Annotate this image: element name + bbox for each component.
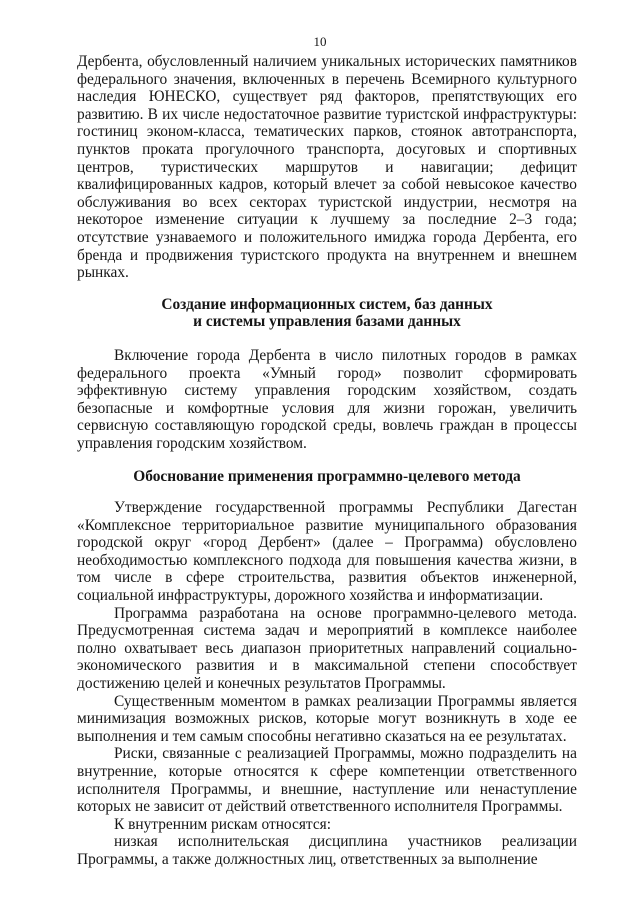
paragraph-program-method: Программа разработана на основе программно-целевого метода. Предусмотренная система задач и мероприятий в комплексе наиболее полно охватывает весь диапазон приоритетных направлений социально-экономического развития и в максимальной степени способствует достижению целей и конечных результатов Программы.: [77, 604, 577, 692]
paragraph-smart-city: Включение города Дербента в число пилотных городов в рамках федерального проекта «Умный город» позволит сформировать эффективную систему управления городским хозяйством, создать безопасные и комфортные условия для жизни горожан, увеличить сервисную составляющую городской среды, вовлечь граждан в процессы управления городским хозяйством.: [77, 346, 577, 452]
heading-information-systems: [77, 296, 577, 331]
paragraph-internal-risks-discipline: низкая исполнительская дисциплина участников реализации Программы, а также должностных лиц, ответственных за выполнение: [77, 833, 577, 868]
paragraph-risk-types: Риски, связанные с реализацией Программы, можно подразделить на внутренние, которые относятся к сфере компетенции ответственного исполнителя Программы, и внешние, наступление или ненаступление которых не зависит от действий ответственного исполнителя Программы.: [77, 745, 577, 816]
paragraph-program-approval: Утверждение государственной программы Республики Дагестан «Комплексное территориальное развитие муниципального образования городской округ «город Дербент» (далее – Программа) обусловлено необходимостью комплексного подхода для повышения качества жизни, в том числе в сфере строительства, развития объектов инженерной, социальной инфраструктуры, дорожного хозяйства и информатизации.: [77, 499, 577, 605]
heading-program-method: Обоснование применения программно-целевого метода: [133, 468, 521, 486]
document-body: [77, 53, 577, 869]
paragraph-tourism-factors: Дербента, обусловленный наличием уникальных исторических памятников федерального значения, включенных в перечень Всемирного культурного наследия ЮНЕСКО, существует ряд факторов, препятствующих его развитию. В их числе недостаточное развитие туристской инфраструктуры: гостиниц эконом-класса, тематических парков, стоянок автотранспорта, пунктов проката прогулочного транспорта, досуговых и спортивных центров, туристических маршрутов и навигации; дефицит квалифицированных кадров, который влечет за собой невысокое качество обслуживания во всех секторах туристской индустрии, несмотря на некоторое изменение ситуации к лучшему за последние 2–3 года; отсутствие узнаваемого и положительного имиджа города Дербента, его бренда и продвижения туристского продукта на внутреннем и внешнем рынках.: [77, 53, 577, 282]
heading-information-systems-line-1: Создание информационных систем, баз данных: [161, 295, 493, 313]
page-number: 10: [313, 34, 327, 49]
paragraph-internal-risks-intro: К внутренним рискам относятся:: [114, 815, 332, 833]
heading-information-systems-line-2: и системы управления базами данных: [193, 313, 461, 331]
paragraph-risk-minimization: Существенным моментом в рамках реализации Программы является минимизация возможных рисков, которые могут возникнуть в ходе ее выполнения и тем самым способны негативно сказаться на ее результатах.: [77, 692, 577, 745]
